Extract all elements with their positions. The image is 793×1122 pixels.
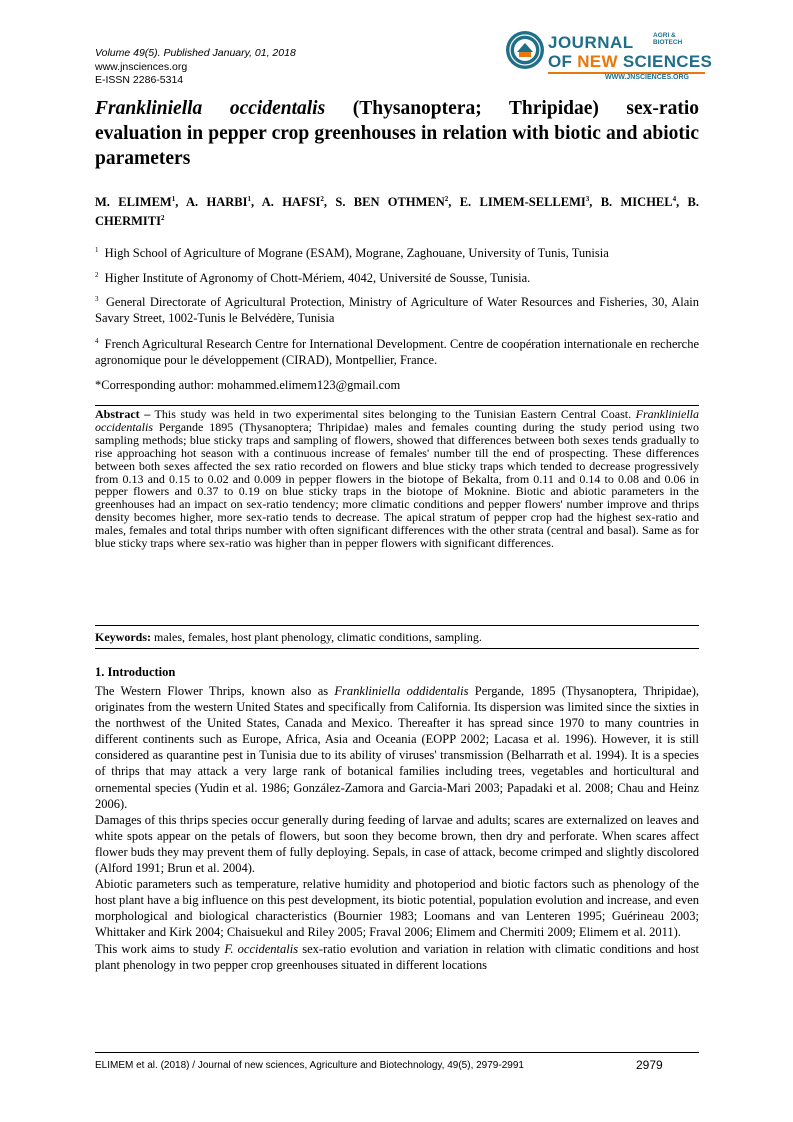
author-list: M. ELIMEM$^1$, A. HARBI$^1$, A. HAFSI$^2$, S. BEN OTHMEN$^2$, E. LIMEM-SELLEMI$^3$, B. MICHEL$^4$, B. CHERMITI$^2$ [95,194,700,228]
keywords-label: Keywords: [95,630,151,644]
affiliation-text: French Agricultural Research Centre for International Development. Centre de coopération internationale en recherche agronomique pour le développement (CIRAD), Montpellier, France. [95,337,700,367]
title-species: Frankliniella occidentalis [95,98,326,119]
author-affiliation-number: 4 [672,194,677,203]
affiliation-number: 3 [95,294,99,303]
logo-journal-word: JOURNAL [548,33,634,52]
intro-p1-species: Frankliniella oddidentalis [334,684,469,698]
intro-p4-text-a: This work aims to study [95,941,225,956]
intro-p4-species: F. occidentalis [224,941,299,956]
journal-seal-icon [505,30,545,70]
affiliation-number: 1 [95,245,99,254]
intro-p4-text-b: sex-ratio evolution and variation in relation with climatic conditions and host plant phenology in two pepper crop greenhouses situated in different locations [95,941,699,972]
affiliation-2 [95,270,699,286]
affiliation-4 [95,336,699,368]
affiliation-number: 4 [95,336,99,345]
intro-paragraph-1 [95,683,699,812]
introduction-body [95,683,699,973]
logo-new-sciences [548,52,712,72]
keywords [95,630,699,644]
section-heading-introduction: 1. Introduction [95,665,176,679]
intro-paragraph-4 [95,941,699,973]
website-line[interactable]: www.jnsciences.org [95,60,188,73]
author-affiliation-number: 2 [444,194,449,203]
journal-header-info [95,47,296,88]
logo-sciences-word: SCIENCES [617,52,713,71]
affiliation-text: High School of Agriculture of Mograne (ESAM), Mograne, Zaghouane, University of Tunis, Tunisia [104,246,609,260]
affiliation-1 [95,245,699,261]
author-affiliation-number: 1 [247,194,251,203]
affiliation-text: General Directorate of Agricultural Protection, Ministry of Agriculture of Water Resources and Fisheries, 30, Alain Savary Street, 1002-Tunis le Belvédère, Tunisia [95,295,700,325]
abstract-species: Frankliniella occidentalis [95,407,699,434]
journal-logo [505,30,713,88]
author-name: A. HAFSI [261,195,321,209]
author-affiliation-number: 2 [160,213,165,222]
logo-url[interactable]: WWW.JNSCIENCES.ORG [605,74,690,81]
affiliation-3 [95,294,699,326]
author-name: S. BEN OTHMEN [335,195,445,209]
abstract-label: Abstract – [95,407,151,421]
intro-p1-text-b: Pergande, 1895 (Thysanoptera, Thripidae), originates from the western United States and specifically from California. Its dispersion was limited since the sixties in the northwest of the United States, Canada and Mexico. Thereafter it has spread since 1970 to many countries in different continents such as Europe, Africa, Asia and Oceania (EOPP 2002; Lacasa et al. 1996). However, it is still considered as quarantine pest in Tunisia due to its ability of viruses' transmission (Belharrath et al. 1994). It is a species of thrips that may attack a very large rank of botanical families including trees, vegetables and horticultural and ornemental species (Yudin et al. 1986; González-Zamora and Garcia-Mari 2003; Papadaki et al. 2008; Chau and Heinz 2006). [95,684,700,811]
title-rest: (Thysanoptera; Thripidae) sex-ratio evaluation in pepper crop greenhouses in relation with biotic and abiotic parameters [95,98,699,169]
author-affiliation-number: 2 [320,194,324,203]
author-name: A. HARBI [186,195,248,209]
intro-paragraph-2: Damages of this thrips species occur generally during feeding of larvae and adults; scares are externalized on leaves and white spots appear on the petals of flowers, but soon they become brown, then dry and perforate. When scares affect flower buds they may prevent them of fully deploying. Sepals, in case of attack, become crimped and slightly discolored (Alford 1991; Brun et al. 2004). [95,812,699,876]
abstract-text-2: Pergande 1895 (Thysanoptera; Thripidae) males and females counting during the study period using two sampling methods; blue sticky traps and sampling of flowers, showed that differences between both sexes tends gradually to rise approaching hot season with a continuous increase of females' number till the end of prospecting. These differences between both sexes affected the sex ratio recorded on flowers and blue sticky traps which tended to decrease progressively from 0.13 and 0.15 to 0.02 and 0.009 in pepper flowers in the biotope of Bekalta, from 0.11 and 0.14 to 0.08 and 0.06 in pepper flowers and 0.37 to 0.19 on blue sticky traps in the biotope of Moknine. Biotic and abiotic parameters in the greenhouses had an impact on sex-ratio tendency; more climatic conditions and pepper flowers' number improve and thrips density becomes higher, more sex-ratio tends to decrease. The apical stratum of pepper crop had the highest sex-ratio and males, females and total thrips number with often significant differences with the other strata (central and basal). Same as for blue sticky traps where sex-ratio was higher than in pepper flowers with significant differences. [95,419,699,551]
keywords-text: males, females, host plant phenology, climatic conditions, sampling. [151,630,482,644]
footer-citation: ELIMEM et al. (2018) / Journal of new sciences, Agriculture and Biotechnology, 49(5), 2979-2991 [95,1060,524,1071]
issn-line: E-ISSN 2286-5314 [95,74,184,86]
abstract-top-rule [95,405,699,406]
abstract [95,408,699,550]
logo-agri-biotech: AGRI & BIOTECH [653,32,683,46]
author-name: B. CHERMITI [95,195,700,228]
page-number: 2979 [636,1058,663,1072]
abstract-text-1: This study was held in two experimental sites belonging to the Tunisian Eastern Central Coast. [150,407,636,421]
footer-rule [95,1052,699,1053]
affiliation-number: 2 [95,270,99,279]
intro-paragraph-3: Abiotic parameters such as temperature, relative humidity and photoperiod and biotic factors such as phenology of the host plant have a big influence on this pest development, its biotic potential, population evolution and increase, and even morphological and biological characteristics (Bournier 1983; Loomans and van Lenteren 1995; Guérineau 2003; Whittaker and Kirk 2004; Chaisuekul and Riley 2005; Fraval 2006; Elimem and Chermiti 2009; Elimem et al. 2011). [95,877,699,940]
author-affiliation-number: 1 [171,194,176,203]
affiliation-text: Higher Institute of Agronomy of Chott-Mériem, 4042, Université de Sousse, Tunisia. [104,271,531,285]
keywords-top-rule [95,625,699,626]
volume-line: Volume 49(5). Published January, 01, 2018 [95,47,296,59]
keywords-bottom-rule [95,648,699,649]
corresponding-author: *Corresponding author: mohammed.elimem123@gmail.com [95,378,401,392]
author-name: M. ELIMEM [95,195,172,209]
logo-new-word: NEW [577,52,618,71]
author-affiliation-number: 3 [585,194,590,203]
intro-p1-text-a: The Western Flower Thrips, known also as [95,684,335,698]
paper-title [95,96,699,171]
author-name: B. MICHEL [600,195,673,209]
logo-of-word: OF [548,52,578,71]
author-name: E. LIMEM-SELLEMI [459,195,586,209]
